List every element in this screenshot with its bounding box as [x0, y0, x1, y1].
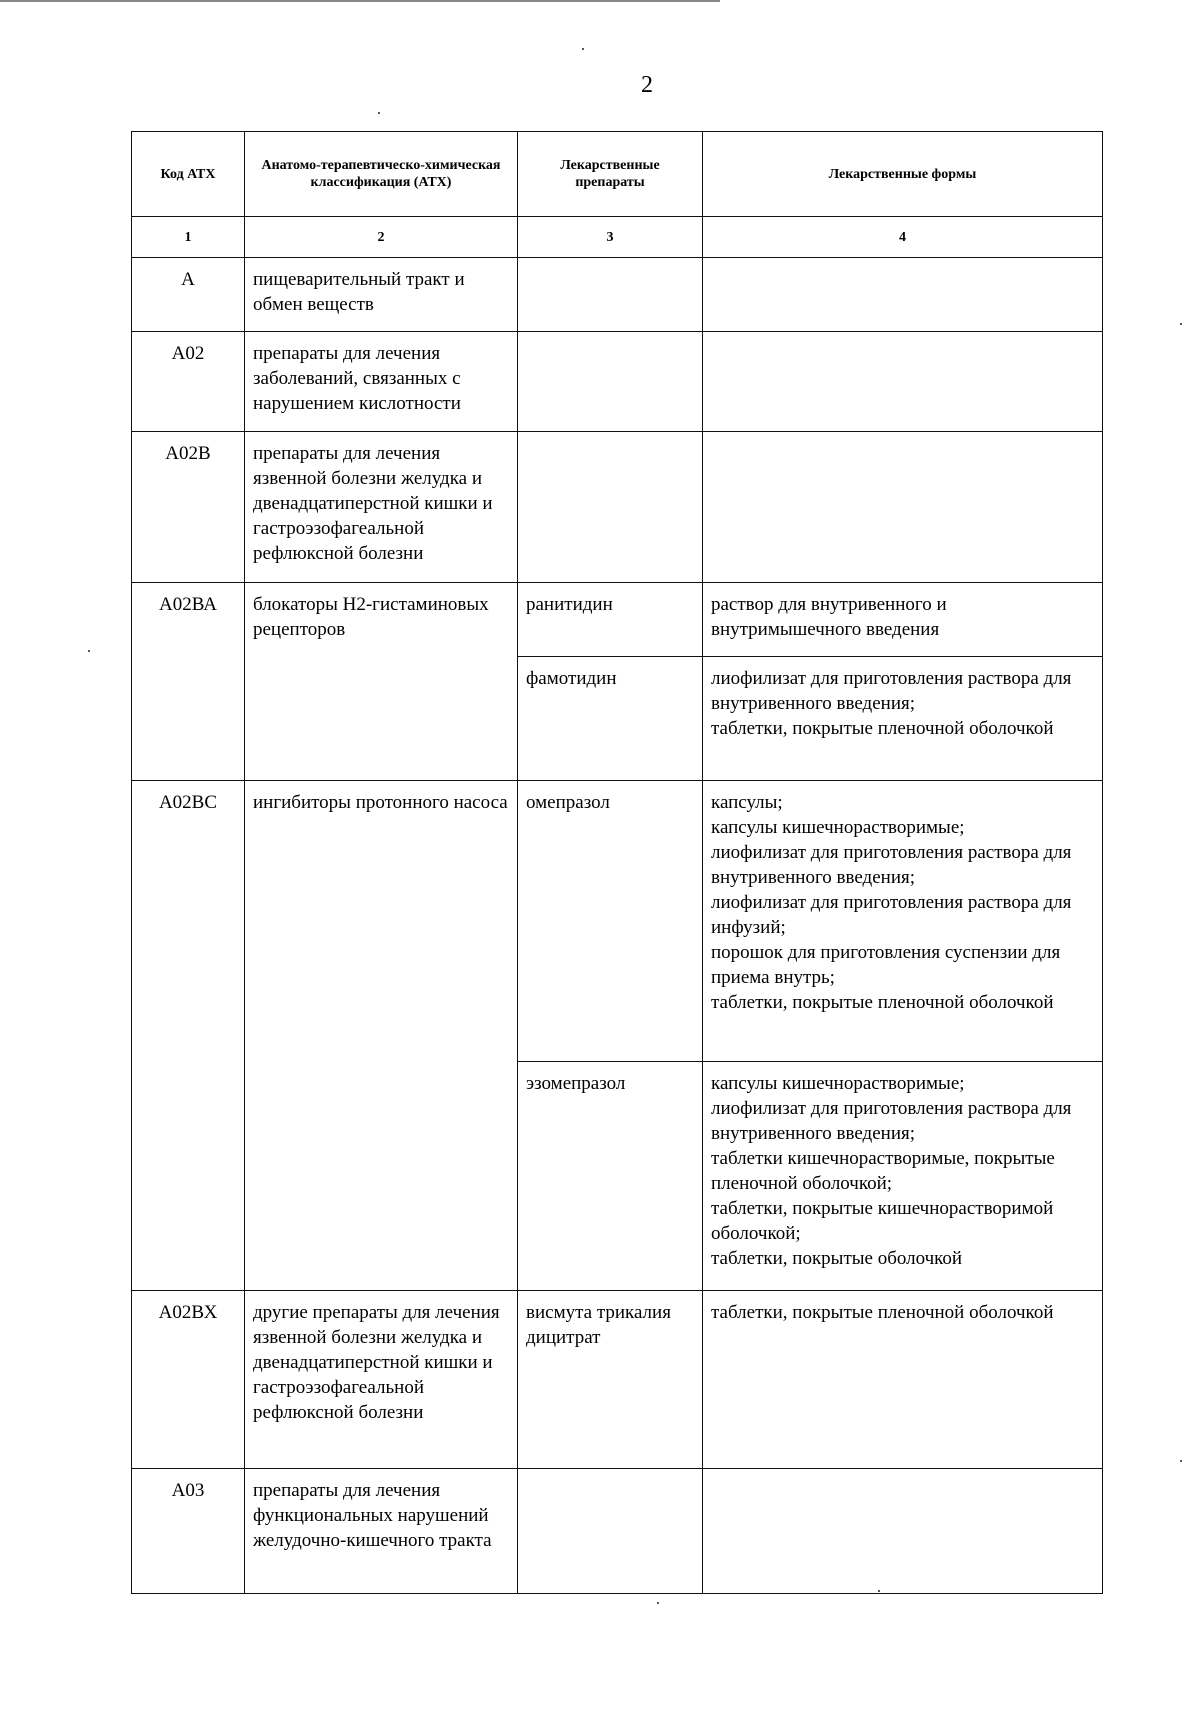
drug-cell: ранитидин [518, 583, 703, 657]
forms-cell [703, 1469, 1103, 1594]
drug-cell [518, 432, 703, 583]
forms-cell [703, 1062, 1103, 1291]
table-row [132, 1469, 1103, 1594]
table-row [132, 332, 1103, 432]
dosage-form: таблетки, покрытые оболочкой [711, 1248, 963, 1269]
atx-code-cell: А02ВА [132, 583, 245, 781]
column-number: 4 [703, 217, 1103, 258]
page-number: 2 [641, 72, 653, 98]
header-classification: Анатомо-терапевтическо-химическая классификация (АТХ) [245, 132, 518, 217]
classification-cell: блокаторы Н2-гистаминовых рецепторов [245, 583, 518, 781]
classification-cell: другие препараты для лечения язвенной болезни желудка и двенадцатиперстной кишки и гастроэзофагеальной рефлюксной болезни [245, 1291, 518, 1469]
table-header-row [132, 132, 1103, 217]
drug-cell [518, 1469, 703, 1594]
dosage-form: лиофилизат для приготовления раствора для внутривенного введения; [711, 842, 1072, 888]
drug-cell: эзомепразол [518, 1062, 703, 1291]
drug-cell: фамотидин [518, 657, 703, 781]
scan-speck [88, 650, 90, 652]
column-number: 1 [132, 217, 245, 258]
scan-speck [378, 112, 380, 114]
forms-cell [703, 1291, 1103, 1469]
forms-cell [703, 258, 1103, 332]
dosage-form: капсулы; [711, 792, 783, 813]
dosage-form: таблетки, покрытые пленочной оболочкой [711, 1302, 1054, 1323]
dosage-form: лиофилизат для приготовления раствора для внутривенного введения; [711, 668, 1072, 714]
dosage-form: раствор для внутривенного и внутримышечного введения [711, 594, 947, 640]
classification-cell: ингибиторы протонного насоса [245, 781, 518, 1291]
scan-speck [657, 1602, 659, 1604]
atx-code-cell: А02 [132, 332, 245, 432]
dosage-form: лиофилизат для приготовления раствора для внутривенного введения; [711, 1098, 1072, 1144]
header-forms: Лекарственные формы [703, 132, 1103, 217]
forms-cell [703, 583, 1103, 657]
classification-cell: препараты для лечения заболеваний, связанных с нарушением кислотности [245, 332, 518, 432]
scan-speck [878, 1590, 880, 1592]
atx-code-cell: А02ВС [132, 781, 245, 1291]
column-number-row [132, 217, 1103, 258]
atx-code-cell: А03 [132, 1469, 245, 1594]
column-number: 2 [245, 217, 518, 258]
atx-code-cell: А02ВХ [132, 1291, 245, 1469]
classification-cell: препараты для лечения функциональных нарушений желудочно-кишечного тракта [245, 1469, 518, 1594]
forms-cell [703, 781, 1103, 1062]
atx-classification-table [131, 131, 1103, 1594]
forms-cell [703, 657, 1103, 781]
dosage-form: таблетки, покрытые пленочной оболочкой [711, 992, 1054, 1013]
scan-top-edge [0, 0, 720, 2]
forms-cell [703, 432, 1103, 583]
dosage-form: таблетки, покрытые кишечнорастворимой оболочкой; [711, 1198, 1054, 1244]
drug-cell: омепразол [518, 781, 703, 1062]
table-row [132, 781, 1103, 1062]
atx-code-cell: А02В [132, 432, 245, 583]
table-row [132, 432, 1103, 583]
header-code: Код АТХ [132, 132, 245, 217]
scan-speck [1180, 1460, 1182, 1462]
drug-cell [518, 332, 703, 432]
scan-speck [1180, 323, 1182, 325]
drug-cell: висмута трикалия дицитрат [518, 1291, 703, 1469]
dosage-form: лиофилизат для приготовления раствора для инфузий; [711, 892, 1072, 938]
dosage-form: таблетки кишечнорастворимые, покрытые пленочной оболочкой; [711, 1148, 1055, 1194]
table-body [132, 258, 1103, 1594]
table-row [132, 583, 1103, 657]
classification-cell: пищеварительный тракт и обмен веществ [245, 258, 518, 332]
dosage-form: порошок для приготовления суспензии для приема внутрь; [711, 942, 1061, 988]
dosage-form: капсулы кишечнорастворимые; [711, 817, 965, 838]
dosage-form: капсулы кишечнорастворимые; [711, 1073, 965, 1094]
forms-cell [703, 332, 1103, 432]
classification-cell: препараты для лечения язвенной болезни желудка и двенадцатиперстной кишки и гастроэзофагеальной рефлюксной болезни [245, 432, 518, 583]
dosage-form: таблетки, покрытые пленочной оболочкой [711, 718, 1054, 739]
column-number: 3 [518, 217, 703, 258]
table-row [132, 258, 1103, 332]
drug-cell [518, 258, 703, 332]
header-drugs: Лекарственные препараты [518, 132, 703, 217]
table-row [132, 1291, 1103, 1469]
scan-speck [582, 48, 584, 50]
atx-code-cell: А [132, 258, 245, 332]
